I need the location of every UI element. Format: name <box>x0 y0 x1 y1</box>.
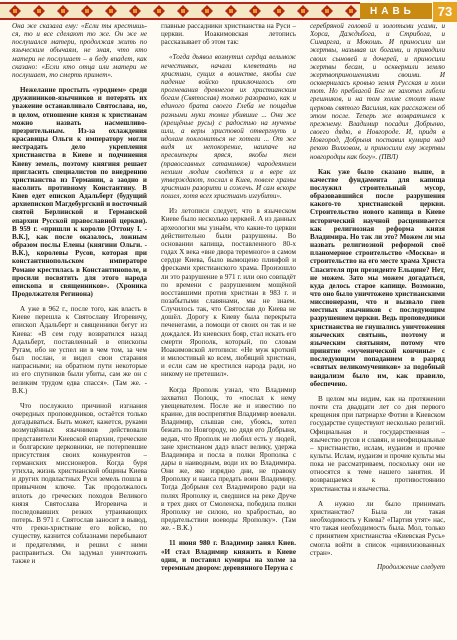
article-paragraph: А уже в 962 г., после того, как власть в Киеве перешла к Святославу Игоревичу, епископ Адальберт и священники бегут из Киева: «В сем году возвратился назад Адальберт, поставленный в епископы Ругам, ибо не успел ни в чем том, за чем был послан, и видел свои старания напрасными; на обратном пути некоторые из его спутников были убиты, сам же он с великим трудом едва спасся». (Там же. - В.К.) <box>12 305 147 395</box>
text-column-3 <box>310 22 445 634</box>
article-paragraph: Нежелание простыть «уроднем» среди дружинников-язычников и потерять их уважение останавливало Святослава, но, в целом, отношение князя к христианам можно назвать насмешливо-презрительным. Из-за охлаждения красавицы Ольги к императору могли нестрадать дело укрепления христианства в Киеве и подчинения Киеву земель, поэтому княгиня решает пригласить специалистов по внедрению христианства из Германии, а заодно и насолить противному Константину. В Киев едет епископ Адальберт (будущий архиепископ Магдебургский и восточный святой Берлинской и Германской епархии Русской православной церкви). В 959 г. «пришли к королю [Оттону I. - В.К.], как после оказалось, ложным образом послы Елены (княгини Ольги. - В.К.), королевы Русов, которая при константинопольском императоре Романе крестилась в Константинополе, и просили посвятить для этого народа епископа и священников». (Хроника Продолжателя Регинона) <box>12 86 147 298</box>
article-paragraph: Что послужило причиной изгнания очередных проповедников, остаётся только догадываться. Быть может, кажется, руками возмущённых язычников действовали представители Киевской епархии, греческие и болгарские церковники, не потерпевшие присутствия своих конкурентов – германских миссионеров. Когда буря утихла, жизнь христианской общины Киева и других подвластных Руси земель пошла в привычном ключе. Так продолжалось вплоть до греческих походов Великого князя Святослава Игоревича и последовавших резких утраивающих потерь. В 971 г. Святослав заносит в вывод, что греки-христиане его войско, по существу, казнится соблазнами перебывают и предателями, и решил с ними расправиться. Он задумал уничтожить также и <box>12 401 147 565</box>
article-paragraph: Она же сказала ему: «Если ты крестишь-ся, то и все сделают то же. Он же не послушался матери, продолжая жить по языческим обычаям, не зная, что кто матери не послушает – в беду впадет, как сказано: «Если кто отца или матери не послушает, то смерть примет». <box>12 22 147 79</box>
folk-ornament-band <box>0 2 360 20</box>
to-be-continued: Продолжение следует <box>376 562 445 571</box>
section-title: НАВЬ <box>370 6 415 17</box>
article-paragraph: Когда Ярополк узнал, что Владимир захватил Полоцк, то «послал к нему увещевателем. После же и известию по краине, для воспрепятия Владимир воевали. Владимир, слышав сие, убоясь, хотел бежать по Новгороду, но дядя его Добрыня, ведав, что Ярополк не любил есть у людей, зане христианом дадэ власт велику, удержа Владимира и посла в полки Ярополка с дары в наиводным, води их во Владимира. Они же, яко изрядно дни, не правоку Ярополку и наиса предать воин Владимиру. Тогда Добрыня сел Владимирово ради на полях Ярополку и, сведшися на реке Друче в трех днях от Смоленска, победила полки Ярополку не силою, но храбростью, во предательствии воеводы Ярополку». (Там же. - В.К.) <box>161 385 296 533</box>
text-column-1 <box>12 22 147 634</box>
article-paragraph: Из летописи следует, что в языческом Киеве было несколько церквей. А из данных археологии мы узнаём, что какие-то церкви действительно были разрушены. Во основании капища, поставленного 80-х годах X века «вне двора теремного» в самом сердце Киева, было вымощено плинфой и фресками христианского храма. Произошло ли это разрушение в 971 г. или оно совпадёт по времени с разрушением мощёной восставшими против христиан в 983 г. и позабытыми славянами, мы не знаем. Случилось так, что Святослав до Киева не дошёл. Дорогу к Киеву была перекрыта печенегами, а помощи от своих он так и не дождался. Из киевских бояр, стал искать его смерти Ярополк, который, по словам Иоакимовской летописи: «Не муж кроткий и милостивый ко всем, любящий христиан, и если сам не крестился народа ради, но никому не претешил». <box>161 207 296 379</box>
page-number: 73 <box>433 2 457 22</box>
article-paragraph: Как уже было сказано выше, в качестве фундамента для капища послужил строительный мусор, образовавшийся после разрушения какого-то христианской церкви. Строительство нового капища в Киеве исторический научной расценивается как религиозная реформа князя Владимира. Но так ли это? Можем ли мы назвать религиозной реформой своё планомерное строительство «Москва» и строительство на его месте храма Христа Спасителя при президенте Ельцине? Нет, не можем. Зато мы можем догадаться, куда делось старое капище. Возможно, что оно было уничтожено христианскими миссионерами, что и вызвало гнев местных язычников с последующим разрушением церкви. Ведь проповедники христианства не гнушались уничтожения языческих святынь, поэтому и языческим святыням, потому что принятие «мученической кончины» с последующим попаданием в разряд «святых великомучеников» за подобный вандализм было им, как правило, обеспечено. <box>310 167 445 388</box>
article-paragraph: 11 июня 980 г. Владимир занял Киев. «И стал Владимир княжить в Киеве один, и поставил кумиры на холме за теремным двором: деревянного Перуна с <box>161 539 296 572</box>
article-paragraph: главные рассадники христианства на Руси – церкви. Иоакимовская летопись рассказывает об этом так: <box>161 22 296 47</box>
page-header <box>0 0 457 22</box>
article-quote: «Тогда дьявол возмутил сердца вельмож нечестивых, начали клеветать на христиан, сущих в воинстве, якобы сие падение войско приключилось от прогневания древнегов их христианским богам (Святослав) только разорвано, как и единого брата своего Глеба не пощадив разными муки томил убившие ... Они же (крещёные русы) с радостью на мученье шли, а веры христовой отвергнуть и идолам поклониться не хотели ... От же видя их непокорение, наипаче на пресвитеры яряся, якобы тем (православных сатанинков) чародеянием нехиим людам сводятся и в вере их утверждают, послал в Киев, повеле храмы христиан разорити и сожечь. И сам вскоре пошел, хотя всех христианъ изгубити». <box>161 53 296 201</box>
text-column-2 <box>161 22 296 634</box>
article-paragraph: А нужно ли было принимать христианство? Была ли такая необходимость у Киева? «Партия утят» нас, что такая необходимость была. Мол, только с принятием христианства «Киевская Русь» смогла войти в список «цивилизованных стран». <box>310 499 445 557</box>
article-quote: серебряной головой и золотыми усами, и Хорса, Даждьбога, и Стрибога, и Симаргла, и Мокошь. И приносили им жертвы, называя их богами, и приводили своих сыновей и дочерей, и приносили жертвы бесам, и осквернили землю жертвоприношениями своими. И осквернилась кровью земля Русская и холм тот. Но преблагой Бог не захотел гибели грешников, и на том холме стоит ныне церковь святого Василия, как расскажем об этом после. Теперь же возвратимся к прежнему. Владимир посадил Добрыню, своего дядю, в Новгороде. И, придя в Новгород, Добрыня поставил кумира над рекою Волховом, и приносили ему жертвы новгородцы как богу». (ПВЛ) <box>310 22 445 161</box>
article-paragraph: В целом мы видим, как на протяжении почти ста двадцати лет со дня первого крещения при патриархе Фотии в Киевском государстве существуют несколько религий. Официальная и государственная – язычество русов и славян, и неофициальные – христианство, ислам, иудаизм и прочие культы. Ислам, иудаизм и прочие культы мы пока не рассматриваем, поскольку они не относятся к теме нашего занятия. И возвращаемся к противостоянию христианства и язычества. <box>310 394 445 493</box>
